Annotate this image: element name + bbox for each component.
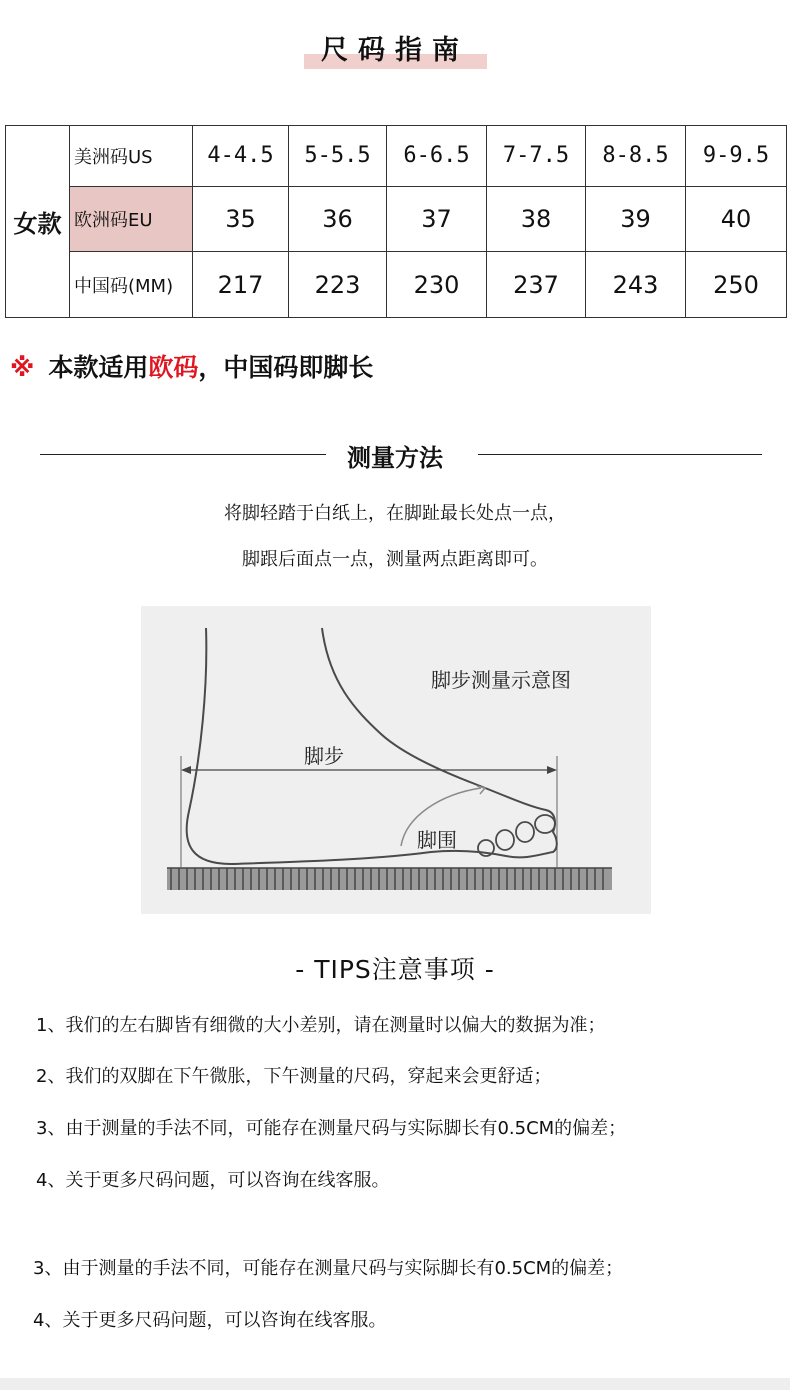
diagram-caption: 脚步测量示意图 bbox=[431, 668, 571, 692]
tip-item: 2、我们的双脚在下午微胀，下午测量的尺码，穿起来会更舒适； bbox=[36, 1066, 552, 1087]
note-suffix: ，中国码即脚长 bbox=[198, 353, 374, 382]
table-cell: 5-5.5 bbox=[289, 126, 387, 187]
table-row-us bbox=[6, 126, 787, 187]
tip-item-repeat: 4、关于更多尺码问题，可以咨询在线客服。 bbox=[33, 1310, 387, 1331]
foot-illustration bbox=[141, 606, 651, 914]
ruler-ticks bbox=[171, 868, 603, 890]
table-cell: 40 bbox=[686, 186, 787, 252]
row-label-cn: 中国码(MM) bbox=[70, 252, 193, 318]
girth-label: 脚围 bbox=[417, 828, 457, 852]
method-title: 测量方法 bbox=[347, 444, 443, 472]
tip-item: 4、关于更多尺码问题，可以咨询在线客服。 bbox=[36, 1170, 390, 1191]
ruler-base bbox=[167, 868, 612, 890]
table-row-cn bbox=[6, 252, 787, 318]
table-cell: 8-8.5 bbox=[586, 126, 686, 187]
size-note bbox=[10, 348, 373, 384]
table-cell: 237 bbox=[487, 252, 586, 318]
method-line-2: 脚跟后面点一点，测量两点距离即可。 bbox=[242, 549, 548, 570]
tip-item: 1、我们的左右脚皆有细微的大小差别，请在测量时以偏大的数据为准； bbox=[36, 1015, 606, 1036]
table-cell: 7-7.5 bbox=[487, 126, 586, 187]
table-cell: 217 bbox=[193, 252, 289, 318]
page-title: 尺码指南 bbox=[321, 35, 469, 66]
table-cell: 35 bbox=[193, 186, 289, 252]
row-label-us: 美洲码US bbox=[70, 126, 193, 187]
bottom-band bbox=[0, 1378, 790, 1390]
table-cell: 4-4.5 bbox=[193, 126, 289, 187]
method-line-1: 将脚轻踏于白纸上，在脚趾最长处点一点， bbox=[224, 503, 566, 524]
note-prefix: 本款适用 bbox=[48, 353, 149, 382]
length-label: 脚步 bbox=[304, 744, 344, 768]
title-container bbox=[0, 28, 790, 67]
table-cell: 36 bbox=[289, 186, 387, 252]
table-row-eu bbox=[6, 186, 787, 252]
table-cell: 6-6.5 bbox=[387, 126, 487, 187]
table-cell: 250 bbox=[686, 252, 787, 318]
table-cell: 9-9.5 bbox=[686, 126, 787, 187]
note-highlight: 欧码 bbox=[148, 353, 199, 382]
foot-diagram bbox=[141, 606, 651, 914]
table-cell: 230 bbox=[387, 252, 487, 318]
tip-item: 3、由于测量的手法不同，可能存在测量尺码与实际脚长有0.5CM的偏差； bbox=[36, 1118, 627, 1139]
row-label-eu: 欧洲码EU bbox=[70, 186, 193, 252]
table-cell: 38 bbox=[487, 186, 586, 252]
tip-item-repeat: 3、由于测量的手法不同，可能存在测量尺码与实际脚长有0.5CM的偏差； bbox=[33, 1258, 624, 1279]
gender-label: 女款 bbox=[6, 126, 70, 318]
table-cell: 37 bbox=[387, 186, 487, 252]
tips-title: - TIPS注意事项 - bbox=[295, 955, 495, 984]
table-cell: 223 bbox=[289, 252, 387, 318]
table-cell: 39 bbox=[586, 186, 686, 252]
size-table bbox=[5, 125, 787, 318]
reference-mark-icon: ※ bbox=[10, 353, 35, 382]
table-cell: 243 bbox=[586, 252, 686, 318]
